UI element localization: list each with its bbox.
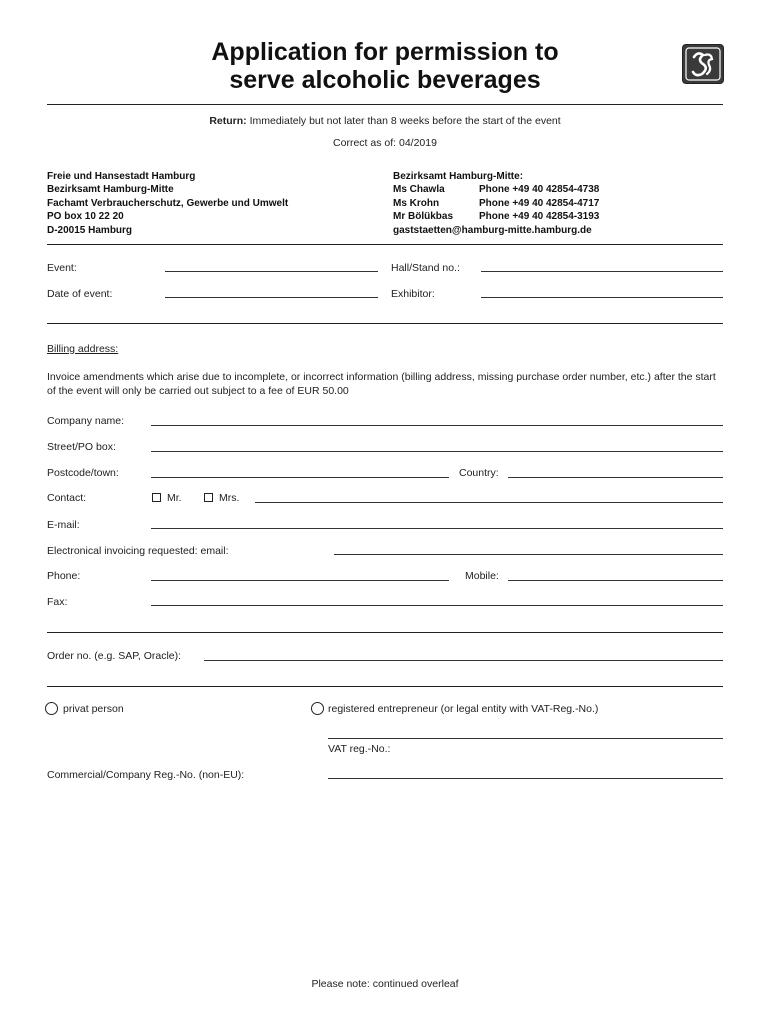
return-text: Immediately but not later than 8 weeks before the start of the event [249,115,561,127]
vat-reg-label: VAT reg.-No.: [328,743,391,755]
order-no-label: Order no. (e.g. SAP, Oracle): [47,650,182,662]
header-divider [47,104,723,105]
mobile-label: Mobile: [465,570,499,582]
mr-label: Mr. [167,492,182,504]
street-field[interactable] [151,451,723,452]
mrs-label: Mrs. [219,492,240,504]
hall-stand-label: Hall/Stand no.: [391,262,460,274]
billing-heading: Billing address: [47,343,119,355]
contact-name: Ms Krohn [393,197,440,209]
phone-label: Phone: [47,570,81,582]
order-no-field[interactable] [204,660,723,661]
title-line-2: serve alcoholic beverages [229,66,541,94]
commercial-reg-label: Commercial/Company Reg.-No. (non-EU): [47,769,245,781]
contact-phone: Phone +49 40 42854-3193 [479,211,600,223]
correct-as-of: Correct as of: 04/2019 [333,137,437,149]
postcode-field[interactable] [151,477,449,478]
return-notice [0,115,770,127]
date-of-event-field[interactable] [165,297,378,298]
contact-heading: Bezirksamt Hamburg-Mitte: [393,171,524,182]
contact-phone: Phone +49 40 42854-4717 [479,197,600,209]
phone-field[interactable] [151,580,449,581]
postcode-label: Postcode/town: [47,467,119,479]
entrepreneur-field[interactable] [328,738,723,739]
contact-name: Ms Chawla [393,184,445,196]
hamburg-seal-icon [682,44,724,84]
einvoice-email-field[interactable] [334,554,723,555]
email-label: E-mail: [47,519,80,531]
vat-reg-field[interactable] [328,778,723,779]
company-name-label: Company name: [47,415,125,427]
address-divider [47,244,723,245]
fax-field[interactable] [151,605,723,606]
address-line: Freie und Hansestadt Hamburg [47,171,196,182]
exhibitor-field[interactable] [481,297,723,298]
einvoice-label: Electronical invoicing requested: email: [47,545,229,557]
mobile-field[interactable] [508,580,723,581]
contact-block [393,170,599,237]
contact-field[interactable] [255,502,723,503]
contact-phone: Phone +49 40 42854-4738 [479,184,600,196]
event-label: Event: [47,262,77,274]
contact-name: Mr Bölükbas [393,211,454,223]
mrs-option[interactable] [204,492,239,504]
country-field[interactable] [508,477,723,478]
private-person-label: privat person [63,703,124,715]
entrepreneur-radio[interactable] [311,702,324,715]
company-name-field[interactable] [151,425,723,426]
event-field[interactable] [165,271,378,272]
contact-label: Contact: [47,492,87,504]
authority-address [47,170,288,237]
mr-checkbox[interactable] [152,493,161,502]
title-line-1: Application for permission to [211,38,559,66]
address-line: D-20015 Hamburg [47,224,133,236]
address-line: PO box 10 22 20 [47,211,124,223]
private-person-radio[interactable] [45,702,58,715]
contact-email[interactable]: gaststaetten@hamburg-mitte.hamburg.de [393,224,592,236]
order-divider [47,686,723,687]
billing-notice: Invoice amendments which arise due to incomplete, or incorrect information (billing address, missing purchase order number, etc.) after the start of the event will only be carried out subject to a fee of EUR 50.00 [47,371,716,397]
event-divider [47,323,723,324]
address-line: Bezirksamt Hamburg-Mitte [47,184,174,196]
country-label: Country: [459,467,499,479]
hall-stand-field[interactable] [481,271,723,272]
mrs-checkbox[interactable] [204,493,213,502]
street-label: Street/PO box: [47,441,116,453]
fax-label: Fax: [47,596,68,608]
billing-divider [47,632,723,633]
return-label: Return: [209,115,247,127]
date-of-event-label: Date of event: [47,288,113,300]
email-field[interactable] [151,528,723,529]
address-line: Fachamt Verbraucherschutz, Gewerbe und Umwelt [47,197,289,209]
entrepreneur-label: registered entrepreneur (or legal entity with VAT-Reg.-No.) [328,703,599,715]
exhibitor-label: Exhibitor: [391,288,435,300]
footer-note: Please note: continued overleaf [311,978,459,990]
page-title [150,38,620,94]
mr-option[interactable] [152,492,182,504]
